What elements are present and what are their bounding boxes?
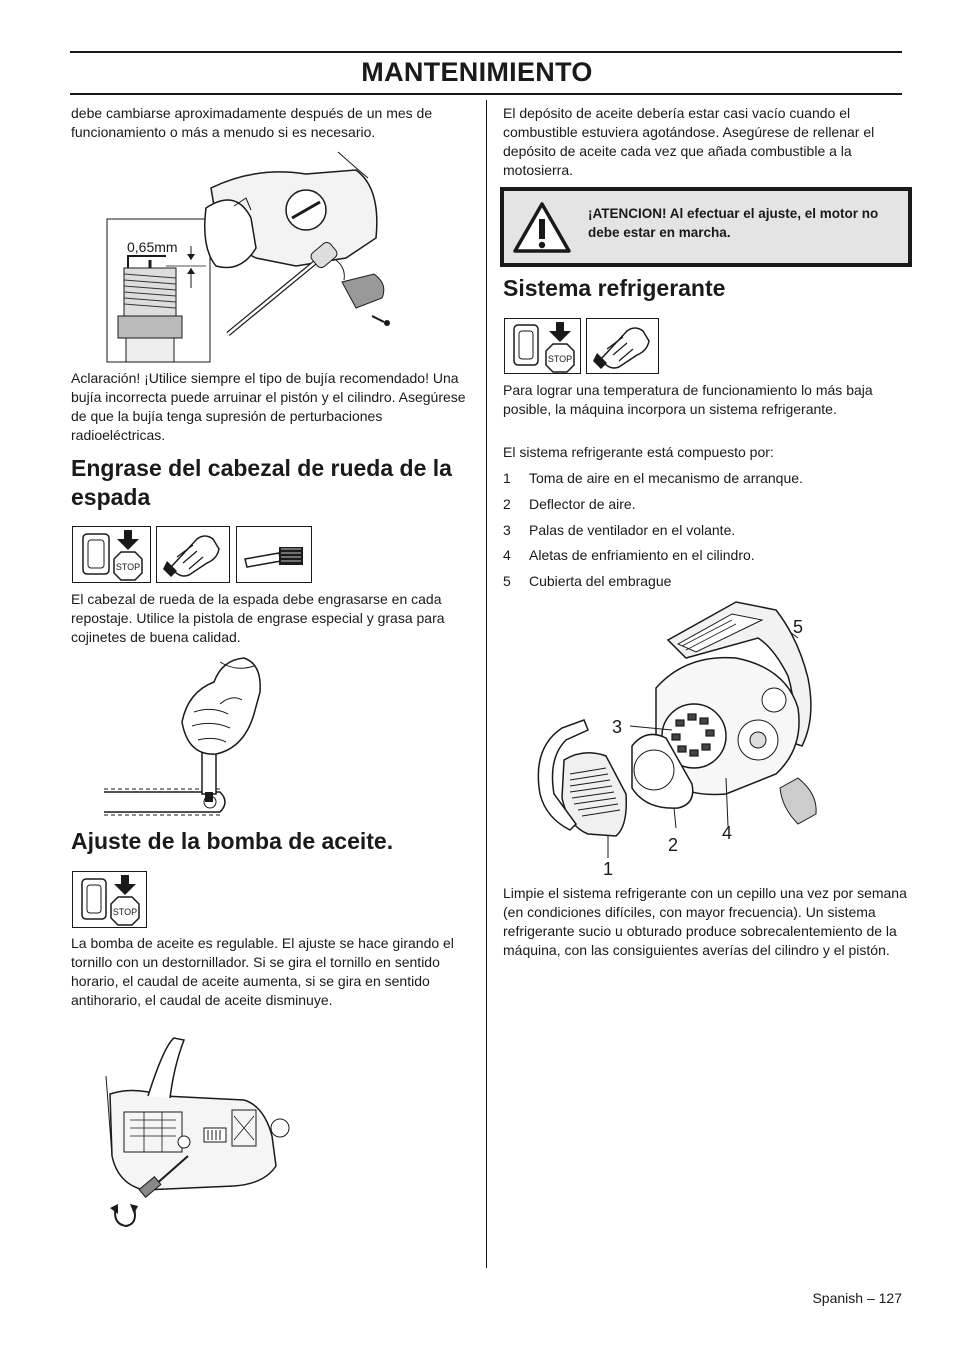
stop-icon-label: STOP (115, 562, 141, 572)
section-title-cooling-system: Sistema refrigerante (503, 275, 726, 301)
warning-box (500, 187, 912, 267)
stop-icon-label-2: STOP (112, 907, 138, 917)
warning-triangle-icon (512, 201, 572, 255)
list-item (503, 521, 735, 540)
stop-switch-icon-3 (504, 318, 581, 374)
grease-gun-icon (236, 526, 312, 583)
callout-5: 5 (793, 617, 804, 637)
list-item-number: 4 (503, 547, 511, 563)
grease-gun-bar-illustration (104, 652, 354, 824)
column-divider (486, 100, 487, 1268)
stop-switch-icon-2 (72, 871, 147, 928)
cooling-system-intro: Para lograr una temperatura de funcionamiento lo más baja posible, la máquina incorpora un sistema refrigerante. (503, 382, 873, 417)
list-item-number: 1 (503, 470, 511, 486)
oil-pump-adjust-text: La bomba de aceite es regulable. El ajuste se hace girando el tornillo con un destornillador. Si se gira el tornillo en sentido horario, el caudal de aceite aumenta, si se gira en sentido antihorario, el caudal de aceite disminuye. (71, 935, 454, 1008)
left-intro-text: debe cambiarse aproximadamente después de un mes de funcionamiento o más a menudo si es necesario. (71, 105, 433, 140)
section-title-oil-pump-adjust: Ajuste de la bomba de aceite. (71, 828, 394, 854)
cooling-system-components-intro: El sistema refrigerante está compuesto por: (503, 444, 774, 460)
list-item-text: Cubierta del embrague (529, 573, 672, 589)
glove-icon-2 (586, 318, 659, 374)
list-item-number: 3 (503, 522, 511, 538)
list-item-text: Deflector de aire. (529, 496, 636, 512)
callout-2: 2 (668, 835, 679, 855)
list-item-text: Aletas de enfriamiento en el cilindro. (529, 547, 755, 563)
page-title: MANTENIMIENTO (361, 57, 593, 87)
stop-switch-icon (72, 526, 151, 583)
spark-plug-illustration (106, 148, 406, 364)
oil-pump-illustration (104, 1036, 294, 1228)
list-item-number: 5 (503, 573, 511, 589)
right-intro-text: El depósito de aceite debería estar casi vacío cuando el combustible estuviera agotándose. Asegúrese de rellenar el depósito de aceite cada vez que añada combustible a la motosierra. (503, 105, 875, 178)
list-item (503, 469, 803, 488)
list-item (503, 546, 755, 565)
list-item (503, 495, 636, 514)
list-item-number: 2 (503, 496, 511, 512)
spark-plug-note: Aclaración! ¡Utilice siempre el tipo de bujía recomendado! Una bujía incorrecta puede arruinar el pistón y el cilindro. Asegúrese de que la bujía tenga supresión de perturbaciones radioeléctricas. (71, 370, 466, 443)
list-item-text: Palas de ventilador en el volante. (529, 522, 736, 538)
header-rule-top (70, 51, 902, 53)
list-item-text: Toma de aire en el mecanismo de arranque. (529, 470, 803, 486)
list-item (503, 572, 671, 591)
warning-text: ¡ATENCION! Al efectuar el ajuste, el motor no debe estar en marcha. (588, 206, 879, 240)
page-number: Spanish – 127 (812, 1290, 902, 1306)
cooling-system-cleaning-text: Limpie el sistema refrigerante con un cepillo una vez por semana (en condiciones difíciles, con mayor frecuencia). Un sistema refrigerante sucio u obturado produce sobrecalentemiento de la máquina, con las consiguientes averías del cilindro y el pistón. (503, 885, 907, 958)
section-title-bar-tip-greasing: Engrase del cabezal de rueda de la espada (71, 455, 452, 510)
gap-measure-label: 0,65mm (127, 239, 178, 255)
callout-3: 3 (612, 717, 623, 737)
cooling-system-exploded-illustration (536, 598, 836, 878)
callout-1: 1 (603, 859, 614, 879)
callout-4: 4 (722, 823, 733, 843)
glove-icon (156, 526, 230, 583)
bar-tip-greasing-text: El cabezal de rueda de la espada debe engrasarse en cada repostaje. Utilice la pistola de engrase especial y grasa para cojinetes de buena calidad. (71, 591, 445, 645)
header-rule-bottom (70, 93, 902, 95)
stop-icon-label-3: STOP (547, 354, 573, 364)
